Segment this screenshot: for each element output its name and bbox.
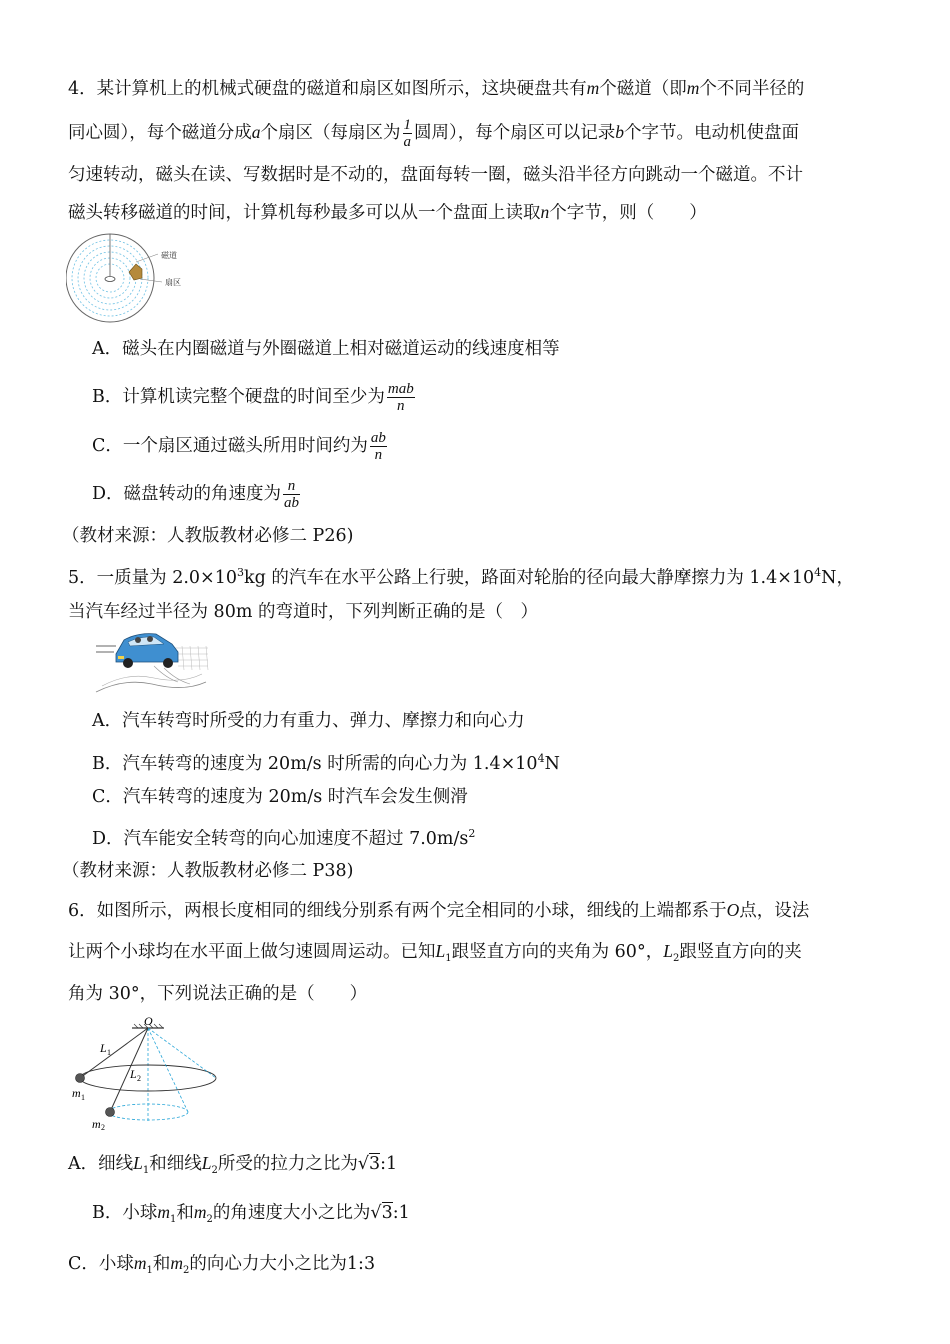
q6-option-a: A．细线$L_1$和细线$L_2$所受的拉力之比为√3:1 xyxy=(68,1153,398,1176)
q4-option-b: B．计算机读完整个硬盘的时间至少为 $\frac{\text{mab}}{n}$ xyxy=(92,381,414,414)
q4-option-a: A．磁头在内圈磁道与外圈磁道上相对磁道运动的线速度相等 xyxy=(92,339,560,359)
m2-label: m xyxy=(92,1117,101,1130)
q6-option-b: B．小球$m_1$和$m_2$的角速度大小之比为√3:1 xyxy=(92,1202,410,1225)
q5-source: （教材来源：人教版教材必修二 P38) xyxy=(62,861,354,881)
svg-text:2: 2 xyxy=(137,1074,141,1083)
car-turning-figure xyxy=(94,626,212,696)
q4-line-3: 匀速转动，磁头在读、写数据时是不动的，盘面每转一圈，磁头沿半径方向跳动一个磁道。不计 xyxy=(68,165,803,185)
q4-option-c: C．一个扇区通过磁头所用时间约为 $\frac{ab}{n}$ xyxy=(92,430,386,463)
q5-line-2: 当汽车经过半径为 80m 的弯道时，下列判断正确的是（ ） xyxy=(68,602,538,622)
q5-option-b: B．汽车转弯的速度为 20m/s 时所需的向心力为 $1.4\times 10^4N$ xyxy=(92,752,560,774)
q4-line-4: 磁头转移磁道的时间，计算机每秒最多可以从一个盘面上读取n个字节，则（ ） xyxy=(68,202,707,223)
sqrt-sign: √ xyxy=(370,1203,382,1223)
q5-option-d: D．汽车能安全转弯的向心加速度不超过 $7.0m/s^2$ xyxy=(92,827,476,849)
svg-text:1: 1 xyxy=(81,1093,85,1102)
q4-source: （教材来源：人教版教材必修二 P26) xyxy=(62,526,354,546)
m1-label: m xyxy=(72,1086,81,1100)
q5-option-a: A．汽车转弯时所受的力有重力、弹力、摩擦力和向心力 xyxy=(92,711,525,731)
q5-option-c: C．汽车转弯的速度为 20m/s 时汽车会发生侧滑 xyxy=(92,787,468,807)
q6-line-1: 6．如图所示，两根长度相同的细线分别系有两个完全相同的小球，细线的上端都系于O点，设法 xyxy=(68,900,810,921)
svg-text:1: 1 xyxy=(107,1048,111,1057)
q6-option-c: C．小球$m_1$和$m_2$的向心力大小之比为1:3 xyxy=(68,1253,376,1276)
sector-label: 扇区 xyxy=(165,278,181,287)
q4-line-2: 同心圆），每个磁道分成a个扇区（每扇区为 $\frac{1}{a}$ 圆周），每个扇区可以记录b个字节。电动机使盘面 xyxy=(68,117,799,150)
l2-label: L xyxy=(130,1067,137,1081)
q4-option-d: D．磁盘转动的角速度为 $\frac{n}{ab}$ xyxy=(92,478,300,511)
q5-line-1: 5．一质量为 $2.0\times 10^3kg$ 的汽车在水平公路上行驶，路面对轮胎的径向最大静摩擦力为 $1.4\times 10^4N$， xyxy=(68,566,854,588)
track-label: 磁道 xyxy=(161,251,177,260)
conical-pendulum-figure xyxy=(68,1016,220,1130)
hard-disk-figure xyxy=(66,232,198,328)
q6-line-3: 角为 30°，下列说法正确的是（ ） xyxy=(68,984,368,1004)
one-over-a-fraction: $\frac{1}{a}$ xyxy=(403,117,411,150)
svg-text:2: 2 xyxy=(101,1123,105,1130)
l1-label: L xyxy=(100,1041,107,1055)
q6-line-2: 让两个小球均在水平面上做匀速圆周运动。已知$L_1$跟竖直方向的夹角为 60°，$L_2$跟竖直方向的夹 xyxy=(68,941,802,964)
q4-line-1: 4．某计算机上的机械式硬盘的磁道和扇区如图所示，这块硬盘共有m个磁道（即m个不同半径的 xyxy=(68,78,805,99)
point-o-label: O xyxy=(144,1016,153,1028)
sqrt-sign: √ xyxy=(357,1154,370,1174)
